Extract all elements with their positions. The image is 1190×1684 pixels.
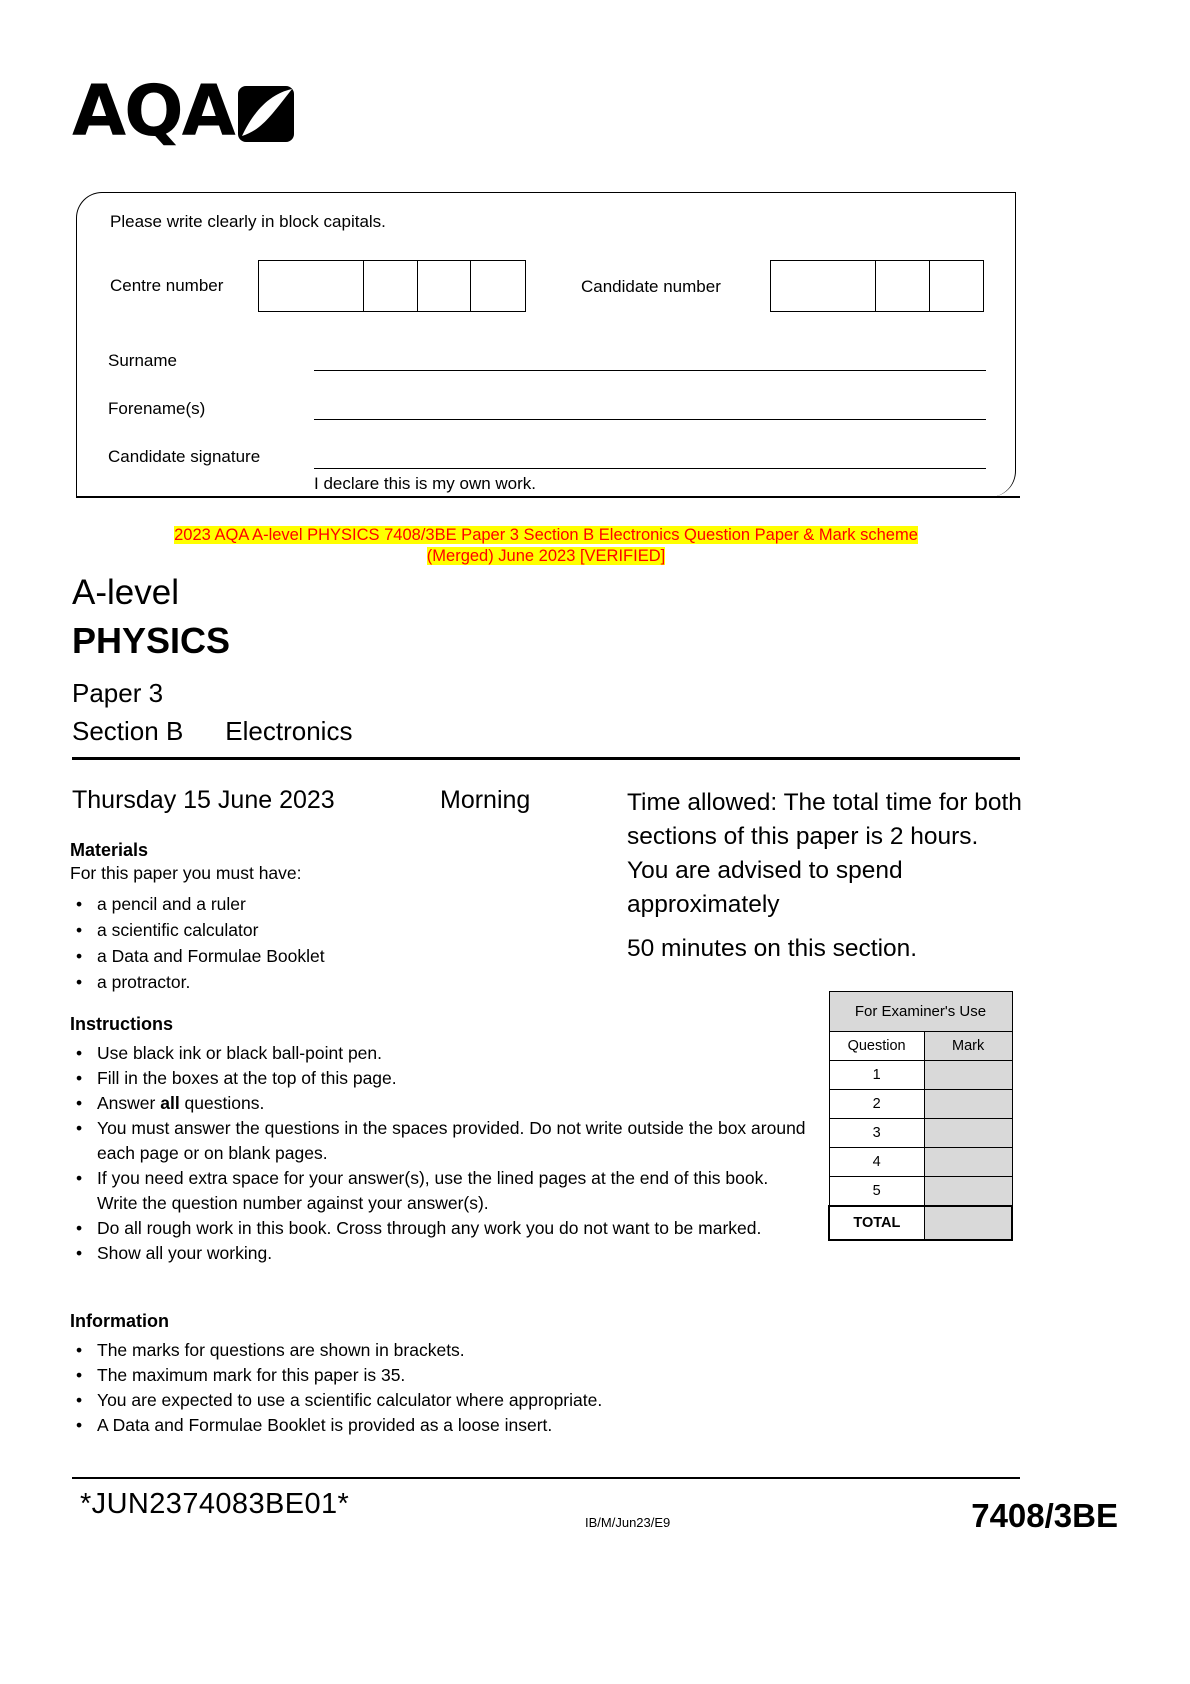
list-item: • Show all your working.: [70, 1241, 810, 1266]
candidate-signature-rule[interactable]: [314, 468, 986, 469]
table-row-total: [829, 1206, 1012, 1240]
section-topic: Electronics: [225, 716, 353, 746]
subject-title: PHYSICS: [72, 620, 231, 661]
header-divider: [72, 757, 1020, 760]
list-item: • Use black ink or black ball-point pen.: [70, 1041, 810, 1066]
mark-cell[interactable]: [924, 1061, 1012, 1090]
instructions-heading: Instructions: [70, 1014, 174, 1034]
aqa-leaf-icon: [238, 86, 294, 147]
column-header-question: Question: [829, 1032, 924, 1061]
centre-number-cell-4[interactable]: [471, 261, 525, 311]
exam-session: Morning: [440, 786, 531, 814]
question-number: 1: [829, 1061, 924, 1090]
paper-number: Paper 3: [72, 678, 164, 708]
centre-number-cell-2[interactable]: [364, 261, 418, 311]
highlight-banner-line1: 2023 AQA A-level PHYSICS 7408/3BE Paper 3 Section B Electronics Question Paper & Mark scheme: [174, 526, 918, 544]
list-item: • A Data and Formulae Booklet is provided as a loose insert.: [70, 1413, 810, 1438]
table-row: [829, 1148, 1012, 1177]
table-row: [829, 1090, 1012, 1119]
list-item-answer-all: [70, 1091, 810, 1116]
list-item: • You are expected to use a scientific calculator where appropriate.: [70, 1388, 810, 1413]
time-allowed-block: [627, 786, 1025, 966]
table-row: [829, 1177, 1012, 1206]
list-item: • The maximum mark for this paper is 35.: [70, 1363, 810, 1388]
mark-cell[interactable]: [924, 1090, 1012, 1119]
forenames-label: Forename(s): [108, 399, 206, 418]
block-capitals-instruction: Please write clearly in block capitals.: [110, 212, 386, 231]
list-item: • a Data and Formulae Booklet: [70, 944, 610, 969]
examiner-table-title: For Examiner's Use: [829, 992, 1012, 1032]
highlight-banner-line2: (Merged) June 2023 [VERIFIED]: [426, 547, 666, 565]
question-number: 3: [829, 1119, 924, 1148]
list-item: • Fill in the boxes at the top of this page.: [70, 1066, 810, 1091]
question-number: 4: [829, 1148, 924, 1177]
mark-cell[interactable]: [924, 1177, 1012, 1206]
centre-number-cell-3[interactable]: [418, 261, 472, 311]
mark-cell[interactable]: [924, 1119, 1012, 1148]
qualification-level: A-level: [72, 573, 179, 612]
candidate-number-input[interactable]: [770, 260, 984, 312]
surname-rule[interactable]: [314, 370, 986, 371]
time-allowed-section: 50 minutes on this section.: [627, 935, 918, 962]
answer-all-bold: all: [160, 1093, 180, 1113]
materials-section: [70, 840, 610, 996]
barcode-text: *JUN2374083BE01*: [80, 1488, 350, 1520]
instructions-list: [70, 1041, 810, 1266]
information-list: [70, 1338, 810, 1438]
candidate-number-label: Candidate number: [581, 277, 721, 296]
table-row: [829, 1032, 1012, 1061]
paper-code: 7408/3BE: [971, 1497, 1118, 1534]
total-mark-cell[interactable]: [924, 1206, 1012, 1240]
candidate-number-cell-1[interactable]: [771, 261, 876, 311]
instructions-section: [70, 1014, 810, 1266]
centre-number-label: Centre number: [110, 276, 224, 295]
time-allowed-main: Time allowed: The total time for both sections of this paper is 2 hours. You are advised to spend approximately: [627, 789, 1022, 918]
answer-all-suffix: questions.: [179, 1093, 265, 1113]
list-item: • The marks for questions are shown in brackets.: [70, 1338, 810, 1363]
table-row: [829, 1119, 1012, 1148]
list-item: • a scientific calculator: [70, 918, 610, 943]
surname-label: Surname: [108, 351, 177, 370]
footer-divider: [72, 1477, 1020, 1479]
candidate-number-cell-3[interactable]: [930, 261, 983, 311]
aqa-logo: [72, 70, 294, 152]
list-item: • Do all rough work in this book. Cross through any work you do not want to be marked.: [70, 1216, 810, 1241]
list-item: • If you need extra space for your answer(s), use the lined pages at the end of this book. Write the question number against your answer(s).: [70, 1166, 810, 1216]
information-section: [70, 1311, 810, 1438]
centre-number-input[interactable]: [258, 260, 526, 312]
table-row: [829, 1061, 1012, 1090]
aqa-logo-text: AQA: [72, 70, 234, 152]
information-heading: Information: [70, 1311, 169, 1331]
column-header-mark: Mark: [924, 1032, 1012, 1061]
exam-date: Thursday 15 June 2023: [72, 786, 335, 814]
list-item: • You must answer the questions in the spaces provided. Do not write outside the box around each page or on blank pages.: [70, 1116, 810, 1166]
question-number: 5: [829, 1177, 924, 1206]
section-label: Section B: [72, 716, 184, 746]
materials-list: [70, 892, 610, 995]
candidate-number-cell-2[interactable]: [876, 261, 930, 311]
list-item: • a protractor.: [70, 970, 610, 995]
materials-subheading: For this paper you must have:: [70, 863, 302, 883]
materials-heading: Materials: [70, 840, 149, 860]
internal-reference-code: IB/M/Jun23/E9: [585, 1515, 671, 1530]
total-label: TOTAL: [829, 1206, 924, 1240]
answer-all-prefix: Answer: [97, 1093, 161, 1113]
list-item: • a pencil and a ruler: [70, 892, 610, 917]
details-bottom-rule: [76, 496, 1020, 498]
forenames-rule[interactable]: [314, 419, 986, 420]
question-number: 2: [829, 1090, 924, 1119]
table-row: [829, 992, 1012, 1032]
declaration-text: I declare this is my own work.: [314, 474, 537, 493]
candidate-signature-label: Candidate signature: [108, 447, 261, 466]
highlight-banner: [80, 525, 1012, 567]
examiner-use-table: [828, 991, 1013, 1241]
section-line: [72, 716, 352, 747]
centre-number-cell-1[interactable]: [259, 261, 364, 311]
mark-cell[interactable]: [924, 1148, 1012, 1177]
